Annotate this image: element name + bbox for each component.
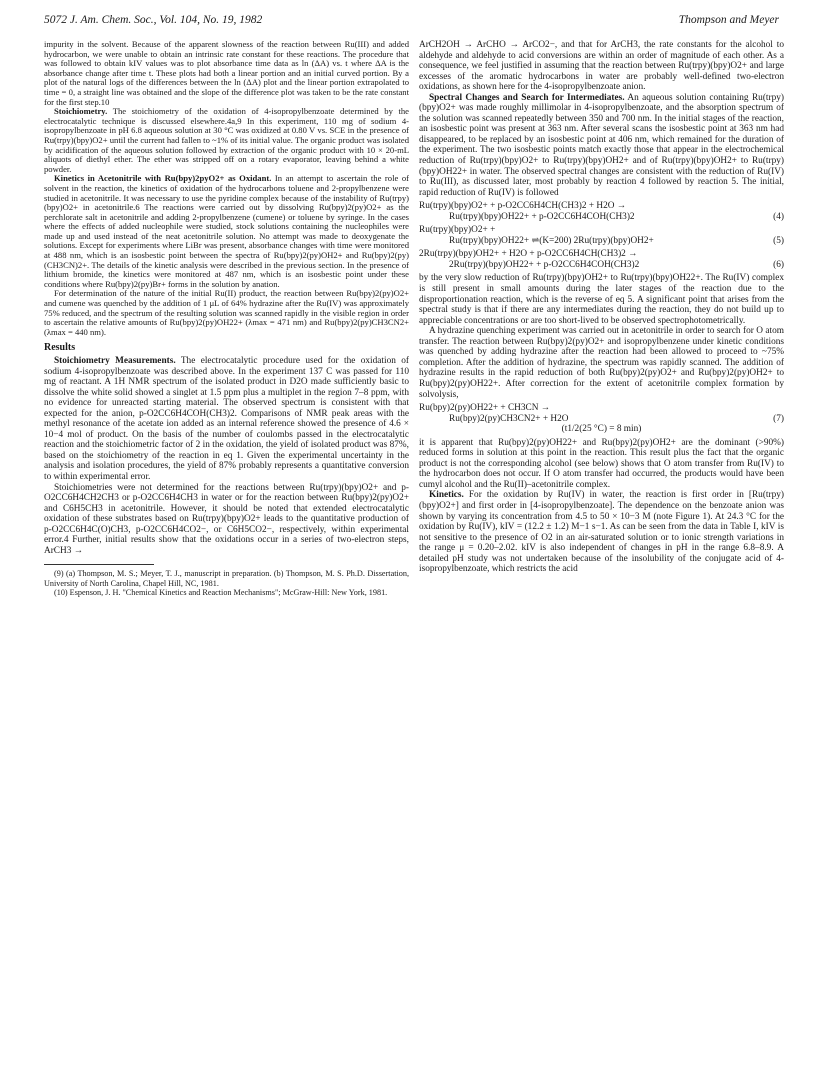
right-column bbox=[419, 40, 784, 575]
paragraph bbox=[419, 490, 784, 574]
equation-line bbox=[419, 260, 784, 271]
section-heading-results: Results bbox=[44, 342, 76, 354]
paragraph bbox=[44, 174, 409, 289]
equation-line bbox=[419, 414, 784, 425]
equation-line: 2Ru(trpy)(bpy)OH2+ + H2O + p-O2CC6H4CH(CH3)2 → bbox=[419, 249, 638, 260]
footnote-rule bbox=[44, 564, 154, 565]
article-authors: Thompson and Meyer bbox=[678, 14, 779, 26]
equation-text: Ru(trpy)(bpy)OH22+ + p-O2CC6H4COH(CH3)2 bbox=[449, 211, 635, 222]
equation-text: 2Ru(trpy)(bpy)OH22+ + p-O2CC6H4COH(CH3)2 bbox=[449, 259, 640, 270]
equation-number: (4) bbox=[773, 211, 784, 222]
run-in-heading: Spectral Changes and Search for Intermediates. bbox=[429, 92, 625, 103]
run-in-heading: Stoichiometry. bbox=[54, 106, 108, 117]
paragraph-text: The stoichiometry of the oxidation of 4-isopropylbenzoate determined by the electrocatalytic technique is discussed elsewhere.4a,9 In this experiment, 110 mg of sodium 4-isopropylbenzoate in pH 6.8 aqueous solution at 30 °C was oxidized at 0.80 V vs. SCE in the presence of Ru(trpy)(bpy)O2+ until the current had fallen to ~1% of its initial value. The organic product was isolated by acidification of the aqueous solution followed by extraction of the organic product with 10 × 20-mL aliquots of diethyl ether. The ether was stripped off on a rotary evaporator, leaving behind a white powder. bbox=[44, 106, 409, 174]
page-header bbox=[44, 14, 779, 32]
footnote-10: (10) Espenson, J. H. "Chemical Kinetics and Reaction Mechanisms"; McGraw-Hill: New York, 1981. bbox=[54, 587, 388, 597]
paragraph: For determination of the nature of the initial Ru(II) product, the reaction between Ru(bpy)2(py)O2+ and cumene was quenched by the addition of 1 μL of 64% hydrazine after the Ru(IV) was approximately 75% reduced, and the spectrum of the resulting solution was scanned rapidly in the visible region in order to ascertain the relative amounts of Ru(bpy)2(py)OH22+ (λmax = 471 nm) and Ru(bpy)2(py)CH3CN2+ (λmax = 440 nm). bbox=[44, 288, 409, 337]
equation-line: Ru(bpy)2(py)OH22+ + CH3CN → bbox=[419, 403, 551, 414]
equation-5 bbox=[419, 225, 784, 246]
equation-line: Ru(trpy)(bpy)O2+ + bbox=[419, 225, 496, 236]
equation-text: Ru(bpy)2(py)CH3CN2+ + H2O bbox=[449, 413, 569, 424]
equation-text: Ru(trpy)(bpy)OH22+ ⇌(K=200) 2Ru(trpy)(bpy)OH2+ bbox=[449, 235, 654, 246]
equation-line bbox=[419, 236, 784, 247]
journal-citation: 5072 J. Am. Chem. Soc., Vol. 104, No. 19, 1982 bbox=[44, 14, 263, 26]
paragraph-text: The electrocatalytic procedure used for the oxidation of sodium 4-isopropylbenzoate was described above. In the experiment 137 C was passed for 110 mg of reactant. A 1H NMR spectrum of the isolated product in D2O made sufficiently basic to dissolve the white solid showed a singlet at 1.5 ppm plus a multiplet in the region 7–8 ppm, with no evidence for unreacted starting material. The observed spectrum is consistent with that expected for the anion, p-O2CC6H4COH(CH3)2. Comparisons of NMR peak areas with the methyl resonance of the acetate ion added as an internal reference showed the presence of 4.6 × 10−4 mol of product. On the basis of the number of coulombs passed in the electrocatalytic reaction and the stoichiometric factor of 2 in the oxidation, the yield of isolated product was 87%, based on the stoichiometry of the reaction in eq 1. Given the experimental uncertainty in the analysis and isolation procedures, the yield of 87% probably represents a quantitative conversion to within experimental error. bbox=[44, 355, 409, 482]
paragraph-text: An aqueous solution containing Ru(trpy)(bpy)O2+ was made roughly millimolar in 4-isopropylbenzoate, and the absorption spectrum of the solution was scanned repeatedly between 350 and 700 nm. In the initial stages of the reaction, an isosbestic point was present at 363 nm. After several scans the isosbestic point at 363 nm had disappeared, to be replaced by an isosbestic point at 406 nm, which remained for the duration of the experiment. The two isosbestic points match exactly those that appear in the electrochemical reduction of Ru(trpy)(bpy)O2+ to Ru(trpy)(bpy)OH2+ and of Ru(trpy)(bpy)OH2+ to Ru(trpy)(bpy)OH22+ in water. The observed spectral changes are consistent with the reduction of Ru(IV) to Ru(III), as discussed later, most probably by reaction 4 followed by reaction 5. The initial, rapid reduction of Ru(IV) is followed bbox=[419, 92, 784, 198]
equation-4 bbox=[419, 201, 784, 222]
paragraph: Stoichiometries were not determined for the reactions between Ru(trpy)(bpy)O2+ and p-O2CC6H4CH2CH3 or p-O2CC6H4CH3 in water or for the reaction between Ru(bpy)2(py)O2+ and C6H5CH3 in acetonitrile. However, it should be noted that extended electrocatalytic oxidation of these substrates based on Ru(trpy)(bpy)O2+ leads to the quantitative production of p-O2CC6H4C(O)CH3, p-O2CC6H4CO2−, or C6H5CO2−, respectively, within experimental error.4 Further, initial results show that the oxidations occur in a series of two-electron steps, ArCH3 → bbox=[44, 482, 409, 556]
paragraph: A hydrazine quenching experiment was carried out in acetonitrile in order to search for O atom transfer. The reaction between Ru(bpy)2(py)O2+ and isopropylbenzene under kinetic conditions was quenched by adding hydrazine after the reaction had been allowed to proceed to ~75% completion. After the addition of hydrazine, the spectrum was rapidly scanned. The addition of hydrazine results in the rapid reduction of both Ru(bpy)2(py)O2+ and Ru(bpy)2(py)OH2+ to Ru(bpy)2(py)OH22+. After correction for the extent of acetonitrile complex formation by solvolysis, bbox=[419, 326, 784, 400]
footnote-9: (9) (a) Thompson, M. S.; Meyer, T. J., manuscript in preparation. (b) Thompson, M. S. Ph.D. Dissertation, University of North Carolina, Chapel Hill, NC, 1981. bbox=[44, 569, 409, 588]
equation-6 bbox=[419, 249, 784, 270]
paragraph: impurity in the solvent. Because of the apparent slowness of the reaction between Ru(III) and added hydrocarbon, we were unable to obtain an intrinsic rate constant for these reactions. The procedure that was followed to obtain kIV values was to plot absorbance time data as ln (ΔA) vs. t where ΔA is the absorbance change after time t. These plots had both a linear portion and an initial curved portion. By a plot of the natural logs of the differences between the ln (ΔA) plot and the linear portion extrapolated to time = 0, a straight line was obtained and the slope of the difference plot was taken to be the rate constant for the first step.10 bbox=[44, 39, 409, 107]
equation-line bbox=[419, 212, 784, 223]
run-in-heading: Stoichiometry Measurements. bbox=[54, 355, 176, 366]
run-in-heading: Kinetics. bbox=[429, 490, 464, 501]
equation-number: (6) bbox=[773, 259, 784, 270]
equation-note: (t1/2(25 °C) = 8 min) bbox=[561, 424, 642, 435]
paragraph bbox=[44, 107, 409, 174]
paragraph bbox=[419, 93, 784, 198]
equation-number: (5) bbox=[773, 235, 784, 246]
paragraph bbox=[44, 356, 409, 483]
paragraph-text: In an attempt to ascertain the role of solvent in the reaction, the kinetics of oxidation of the hydrocarbons toluene and 2-propylbenzene were studied in acetonitrile. It was necessary to use the pyridine complex because of the instability of Ru(trpy)(bpy)O2+ in acetonitrile.6 The reactions were carried out by dissolving Ru(bpy)2(py)O2+ as the perchlorate salt in acetonitrile and adding 2-propylbenzene (cumene) or toluene by syringe. In the cases where the effects of added nucleophile were studied, stock solutions containing the nucleophiles were made up and used instead of the neat acetonitrile solution. No attempt was made to deoxygenate the solutions. Except for experiments where LiBr was present, absorbance changes with time were monitored at 488 nm, which is an isosbestic point between the spectra of Ru(bpy)2(py)OH2+ and Ru(bpy)2(py)(CH3CN)2+. The details of the kinetic analysis were described in the previous section. In the presence of lithium bromide, the kinetics were monitored at 487 nm, which is an isosbestic point under these conditions where Ru(bpy)2(py)Br+ forms in the solution by anation. bbox=[44, 173, 409, 289]
left-column bbox=[44, 40, 409, 597]
paragraph: it is apparent that Ru(bpy)2(py)OH22+ and Ru(bpy)2(py)OH2+ are the dominant (>90%) reduced forms in solution at this point in the reaction. This result plus the fact that the organic product is not the corresponding alcohol (see below) shows that O atom transfer from Ru(IV) to the hydrocarbon does not occur. If O atom transfer had occurred, the products would have been cumyl alcohol and the Ru(II)–acetonitrile complex. bbox=[419, 437, 784, 490]
paragraph: ArCH2OH → ArCHO → ArCO2−, and that for ArCH3, the rate constants for the alcohol to aldehyde and aldehyde to acid conversions are within an order of magnitude of each other. As a consequence, we feel justified in assuming that the reaction between Ru(trpy)(bpy)O2+ and large excesses of the aromatic hydrocarbons in water are probably well-defined two-electron oxidations, as shown here for the 4-isopropylbenzoate anion. bbox=[419, 40, 784, 93]
run-in-heading: Kinetics in Acetonitrile with Ru(bpy)2pyO2+ as Oxidant. bbox=[54, 173, 272, 184]
paragraph-text: For the oxidation by Ru(IV) in water, the reaction is first order in [Ru(trpy)(bpy)O2+] and first order in [4-isopropylbenzoate]. The dependence on the benzoate anion was shown by varying its concentration from 4.5 to 50 × 10−3 M (note Figure 1). At 24.3 °C for the oxidation by Ru(IV), kIV = (12.2 ± 1.2) M−1 s−1. As can be seen from the data in Table I, kIV is not sensitive to the presence of O2 in an air-saturated solution or to ionic strength variations in the range μ = 0.20–2.02. kIV is also independent of changes in pH in the range 6.8–8.9. A detailed pH study was not undertaken because of the insolubility of the conjugate acid of 4-isopropylbenzoate, which restricts the acid bbox=[419, 490, 784, 575]
equation-number: (7) bbox=[773, 413, 784, 424]
equation-line: Ru(trpy)(bpy)O2+ + p-O2CC6H4CH(CH3)2 + H2O → bbox=[419, 201, 627, 212]
paragraph: by the very slow reduction of Ru(trpy)(bpy)OH2+ to Ru(trpy)(bpy)OH22+. The Ru(IV) complex is still present in small amounts during the later stages of the reaction due to the disproportionation reaction, which is the reverse of eq 5. A significant point that arises from the spectral study is that if there are any intermediates during the reaction, they do not build up to appreciable concentrations or are too short-lived to be observed spectrophotometrically. bbox=[419, 273, 784, 326]
equation-7 bbox=[419, 403, 784, 435]
